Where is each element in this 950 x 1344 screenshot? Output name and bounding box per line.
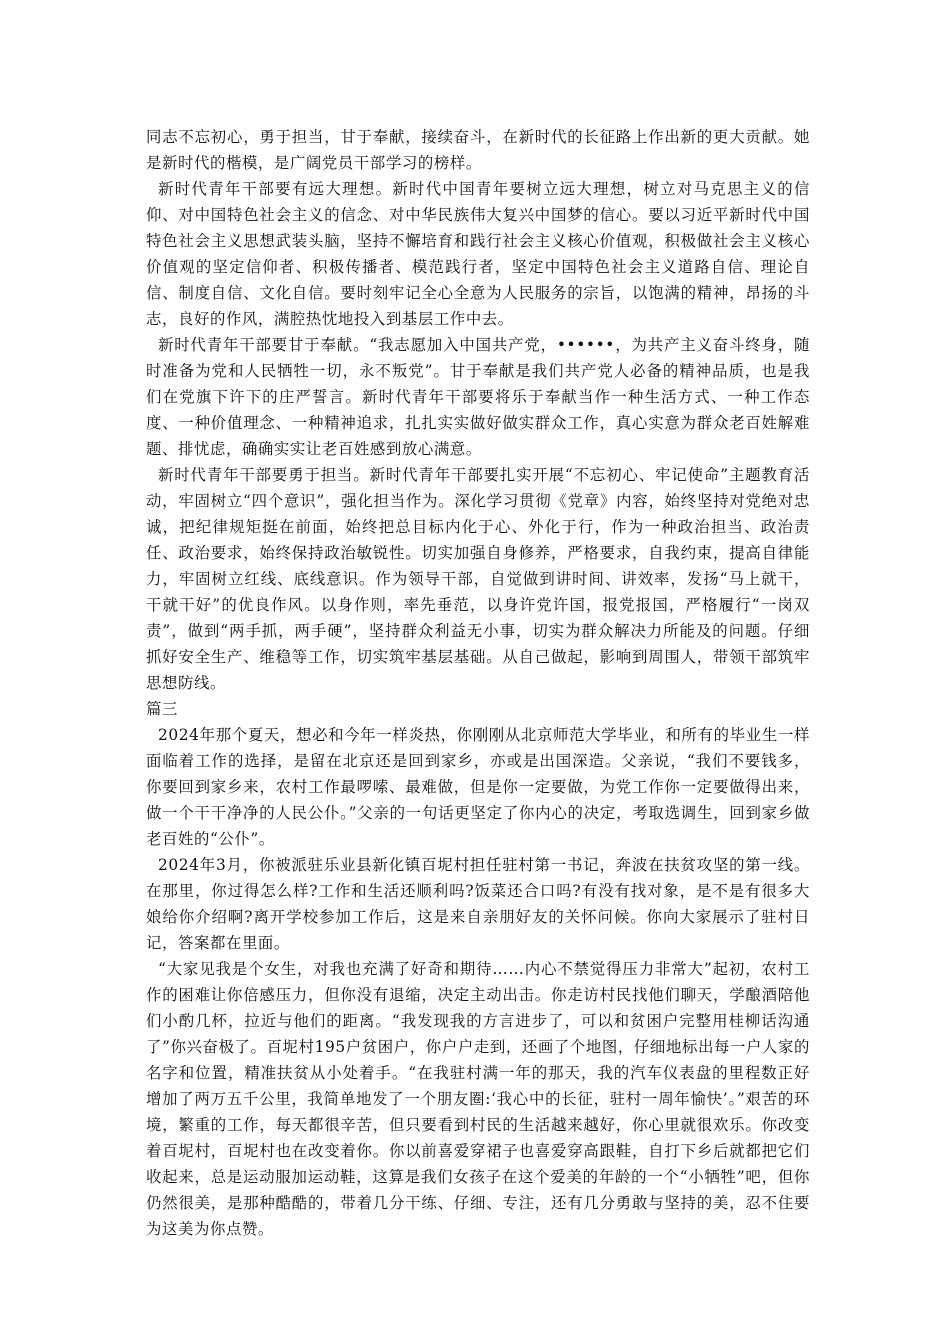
paragraph-5: 2024年那个夏天，想必和今年一样炎热，你刚刚从北京师范大学毕业，和所有的毕业生一样面临着工作的选择，是留在北京还是回到家乡，亦或是出国深造。父亲说，“我们不要钱多，你要回到家乡来，农村工作最啰嗦、最难做，但是你一定要做，为党工作你一定要做得出来，做一个干干净净的人民公仆。”父亲的一句话更坚定了你内心的决定，考取选调生，回到家乡做老百姓的“公仆”。: [146, 726, 810, 848]
document-page: [146, 124, 810, 1242]
paragraph-4: 新时代青年干部要勇于担当。新时代青年干部要扎实开展“不忘初心、牢记使命”主题教育活动，牢固树立“四个意识”，强化担当作为。深化学习贯彻《党章》内容，始终坚持对党绝对忠诚，把纪律规矩挺在前面，始终把总目标内化于心、外化于行，作为一种政治担当、政治责任、政治要求，始终保持政治敏锐性。切实加强自身修养，严格要求，自我约束，提高自律能力，牢固树立红线、底线意识。作为领导干部，自觉做到讲时间、讲效率，发扬“马上就干，干就干好”的优良作风。以身作则，率先垂范，以身许党许国，报党报国，严格履行“一岗双责”，做到“两手抓，两手硬”，坚持群众利益无小事，切实为群众解决力所能及的问题。仔细抓好安全生产、维稳等工作，切实筑牢基层基础。从自己做起，影响到周围人，带领干部筑牢思想防线。: [146, 466, 810, 692]
paragraph-2: 新时代青年干部要有远大理想。新时代中国青年要树立远大理想，树立对马克思主义的信仰、对中国特色社会主义的信念、对中华民族伟大复兴中国梦的信心。要以习近平新时代中国特色社会主义思想武装头脑，坚持不懈培育和践行社会主义核心价值观，积极做社会主义核心价值观的坚定信仰者、积极传播者、模范践行者，坚定中国特色社会主义道路自信、理论自信、制度自信、文化自信。要时刻牢记全心全意为人民服务的宗旨，以饱满的精神，昂扬的斗志，良好的作风，满腔热忱地投入到基层工作中去。: [146, 180, 810, 328]
paragraph-6: 2024年3月，你被派驻乐业县新化镇百坭村担任驻村第一书记，奔波在扶贫攻坚的第一线。在那里，你过得怎么样?工作和生活还顺利吗?饭菜还合口吗?有没有找对象，是不是有很多大娘给你介绍啊?离开学校参加工作后，这是来自亲朋好友的关怀问候。你向大家展示了驻村日记，答案都在里面。: [146, 856, 810, 952]
section-heading: 篇三: [146, 700, 178, 718]
paragraph-3: 新时代青年干部要甘于奉献。“我志愿加入中国共产党，••••••，为共产主义奋斗终身，随时准备为党和人民牺牲一切，永不叛党”。甘于奉献是我们共产党人必备的精神品质，也是我们在党旗下许下的庄严誓言。新时代青年干部要将乐于奉献当作一种生活方式、一种工作态度、一种价值理念、一种精神追求，扎扎实实做好做实群众工作，真心实意为群众老百姓解难题、排忧虑，确确实实让老百姓感到放心满意。: [146, 336, 810, 458]
paragraph-1: 同志不忘初心，勇于担当，甘于奉献，接续奋斗，在新时代的长征路上作出新的更大贡献。她是新时代的楷模，是广阔党员干部学习的榜样。: [146, 128, 810, 172]
paragraph-7: “大家见我是个女生，对我也充满了好奇和期待……内心不禁觉得压力非常大”起初，农村工作的困难让你倍感压力，但你没有退缩，决定主动出击。你走访村民找他们聊天，学酿酒陪他们小酌几杯，拉近与他们的距离。“我发现我的方言进步了，可以和贫困户完整用桂柳话沟通了”你兴奋极了。百坭村195户贫困户，你户户走到，还画了个地图，仔细地标出每一户人家的名字和位置，精准扶贫从小处着手。“在我驻村满一年的那天，我的汽车仪表盘的里程数正好增加了两万五千公里，我简单地发了一个朋友圈:‘我心中的长征，驻村一周年愉快’。”艰苦的环境，繁重的工作，每天都很辛苦，但只要看到村民的生活越来越好，你心里就很欢乐。你改变着百坭村，百坭村也在改变着你。你以前喜爱穿裙子也喜爱穿高跟鞋，自打下乡后就都把它们收起来，总是运动服加运动鞋，这算是我们女孩子在这个爱美的年龄的一个“小牺牲”吧，但你仍然很美，是那种酷酷的，带着几分干练、仔细、专注，还有几分勇敢与坚持的美，忍不住要为这美为你点赞。: [146, 960, 810, 1238]
